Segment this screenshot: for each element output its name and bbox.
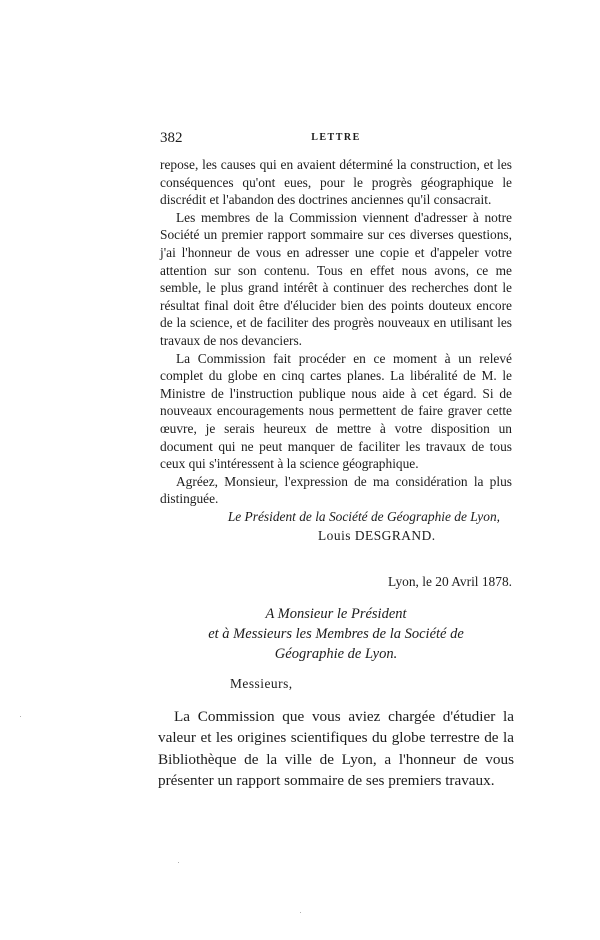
address-line: et à Messieurs les Membres de la Société de [208, 626, 464, 642]
signature-name: Louis DESGRAND. [318, 528, 436, 543]
running-head: LETTRE [311, 132, 361, 143]
address-line: A Monsieur le Président [265, 606, 407, 622]
report-body [158, 706, 514, 792]
letter-paragraph: La Commission fait procéder en ce moment à un relevé complet du globe en cinq cartes planes. La libéralité de M. le Ministre de l'instruction publique nous aide à cet égard. Si de nouveaux encouragements nous permettent de faire graver cette œuvre, je serais heureux de mettre à votre disposition un document qui ne peut manquer de faciliter les travaux de tous ceux qui s'intéressent à la science géographique. [160, 350, 512, 472]
paper-speck [300, 912, 301, 913]
letter-body [160, 156, 512, 508]
page-number: 382 [160, 130, 183, 146]
salutation: Messieurs, [230, 676, 293, 691]
letter-paragraph: Les membres de la Commission viennent d'adresser à notre Société un premier rapport sommaire sur ces diverses questions, j'ai l'honneur de vous en adresser une copie et d'appeler votre attention sur son contenu. Tous en effet nous avons, ce me semble, le plus grand intérêt à continuer des recherches dont le résultat final doit être d'élucider bien des points douteux encore de la science, et de faciliter des progrès nouveaux en utilisant les travaux de nos devanciers. [160, 209, 512, 348]
page-header [160, 130, 512, 150]
report-paragraph: La Commission que vous aviez chargée d'étudier la valeur et les origines scientifiques du globe terrestre de la Bibliothèque de la ville de Lyon, a l'honneur de vous présenter un rapport sommaire de ses premiers travaux. [158, 708, 514, 790]
date-line: Lyon, le 20 Avril 1878. [388, 574, 512, 589]
letter-paragraph: Agréez, Monsieur, l'expression de ma considération la plus distinguée. [160, 473, 512, 507]
signature-title: Le Président de la Société de Géographie de Lyon, [227, 509, 500, 524]
address-block [160, 604, 512, 664]
paper-speck [20, 716, 21, 717]
letter-paragraph: repose, les causes qui en avaient déterminé la construction, et les conséquences qu'ont eues, pour le progrès géographique le discrédit et l'abandon des doctrines anciennes qu'il consacrait. [160, 157, 512, 208]
address-line: Géographie de Lyon. [274, 646, 398, 662]
paper-speck [178, 862, 179, 863]
